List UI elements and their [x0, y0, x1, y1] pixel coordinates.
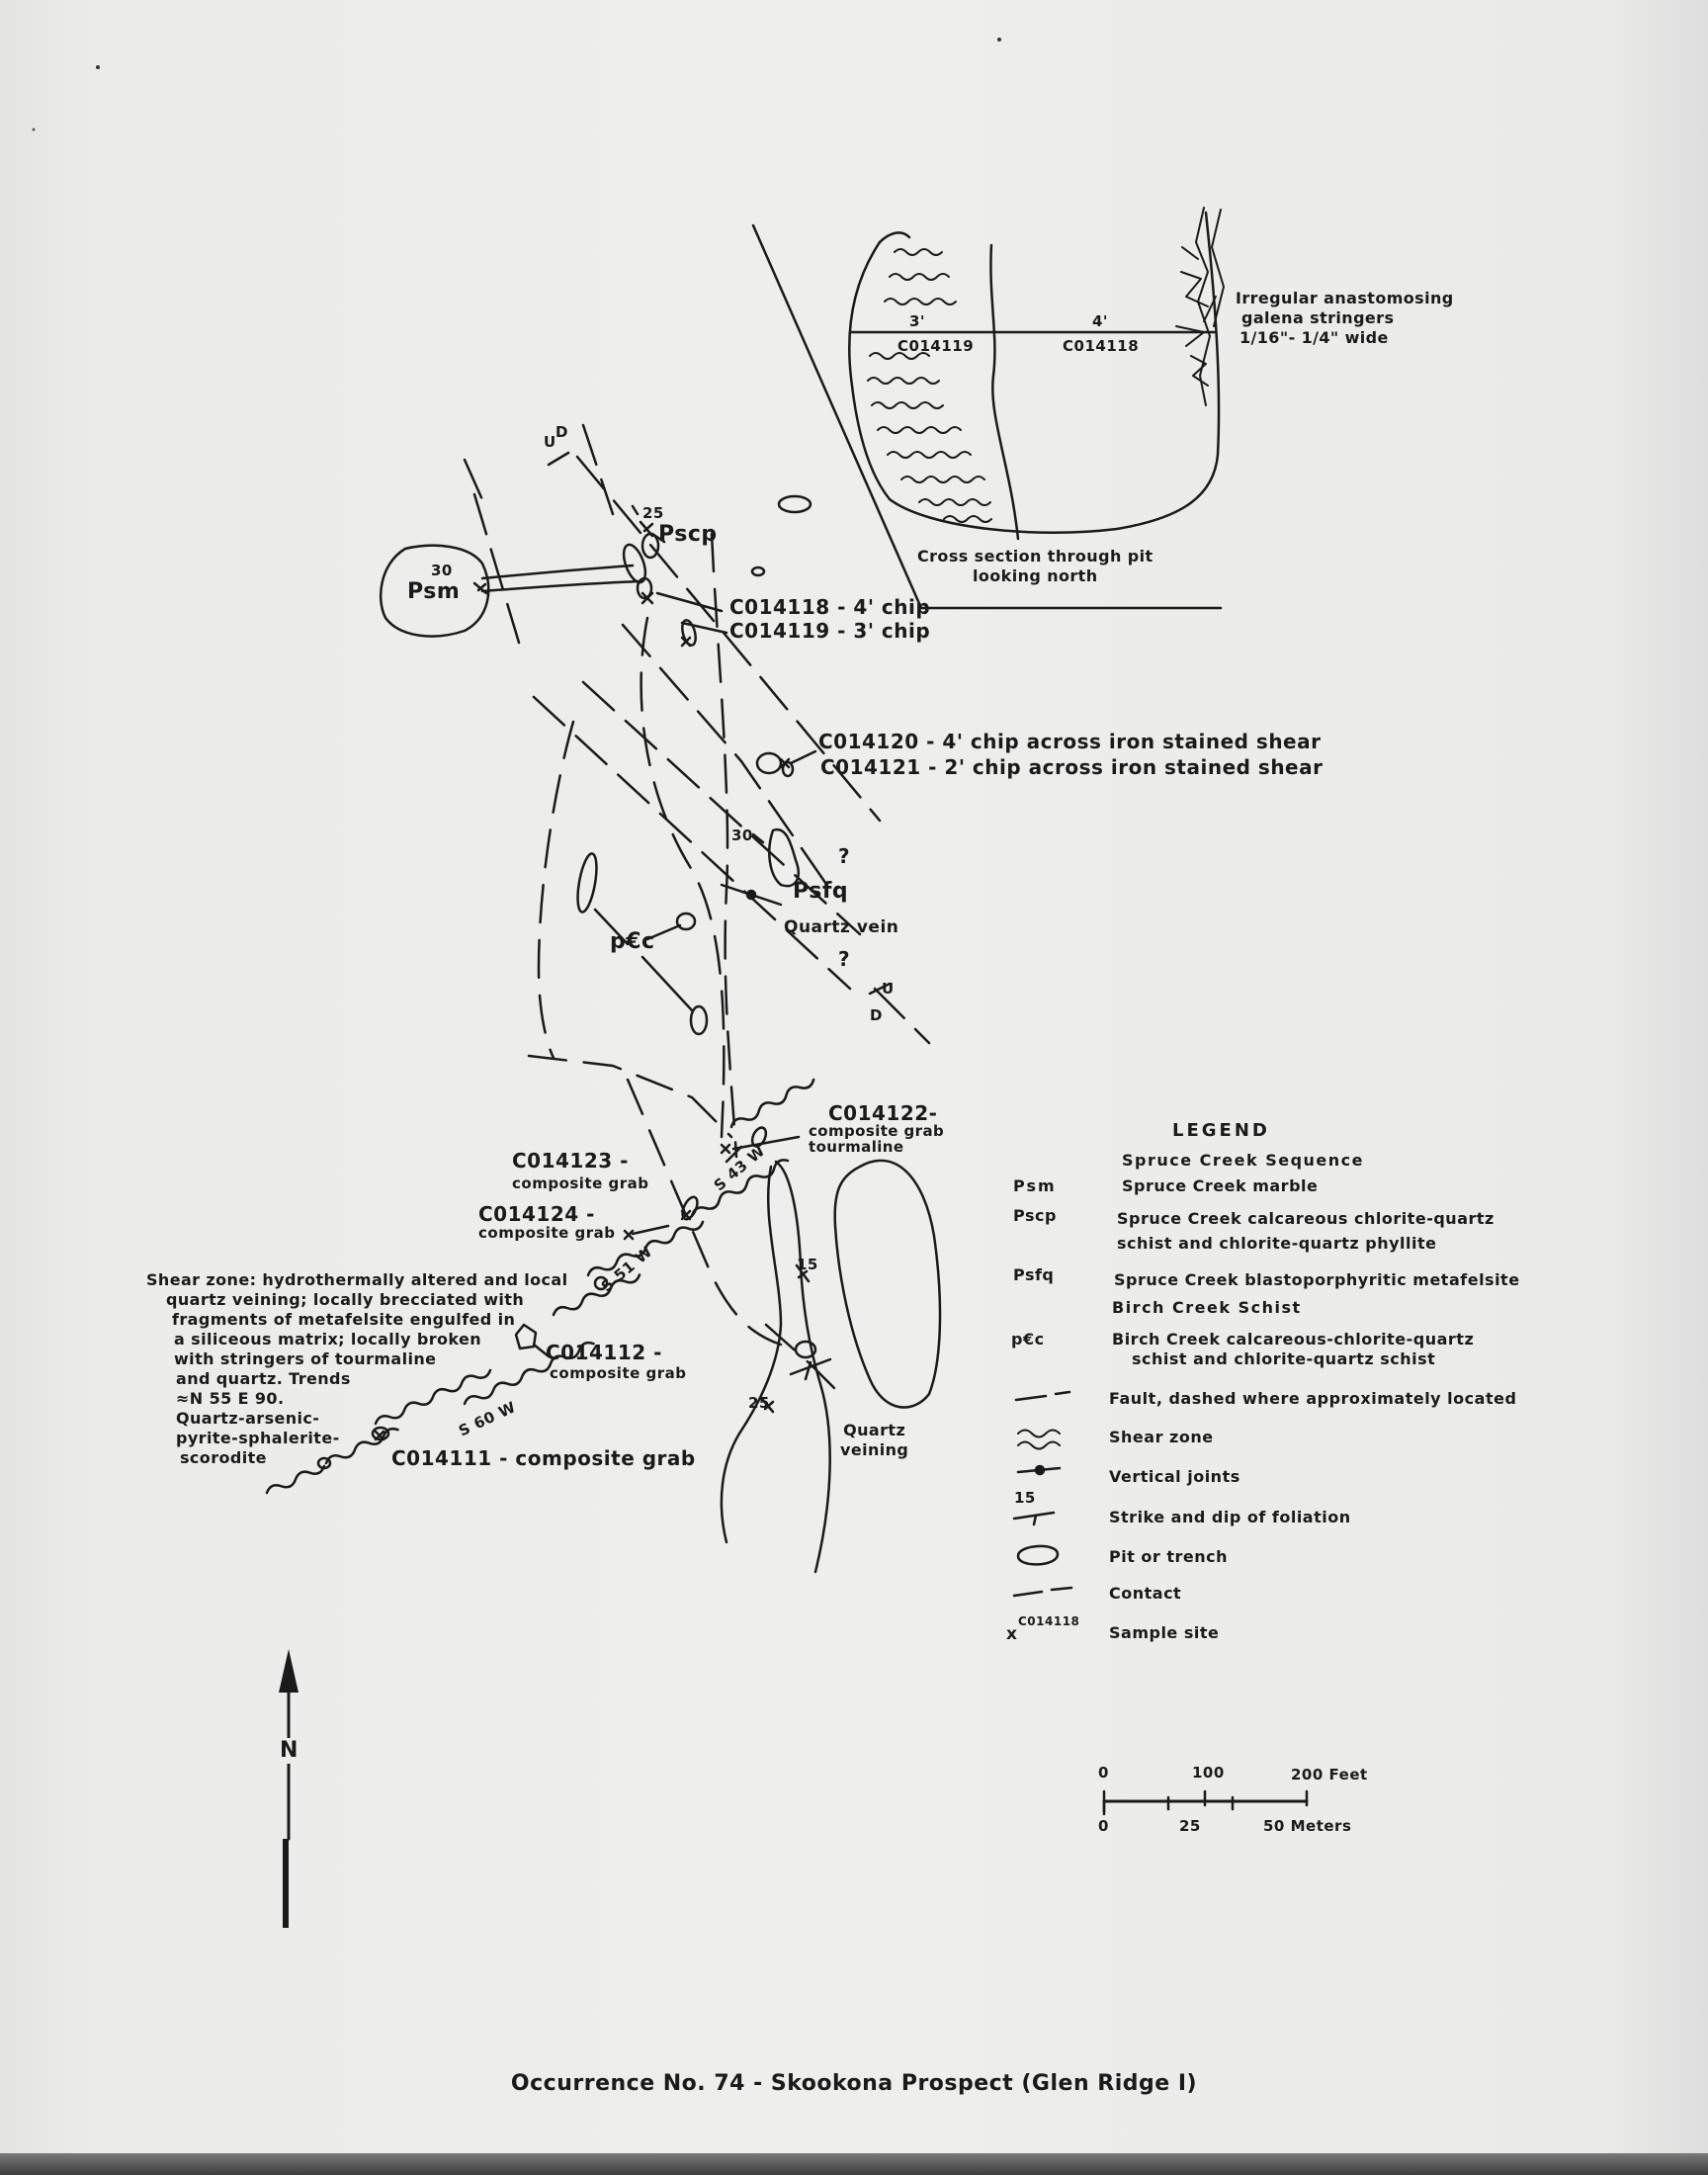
legend-strike-symbol: [1014, 1513, 1054, 1524]
leader-c14120: [791, 751, 815, 763]
legend-strike-num: 15: [1014, 1489, 1036, 1507]
legend-sample-x: x: [1006, 1624, 1018, 1644]
legend-joint-dot: [1036, 1466, 1044, 1474]
label-s51w: S 51 W: [597, 1242, 656, 1296]
legend-fault-symbol: [1016, 1392, 1069, 1400]
pit-c14120: [757, 753, 781, 773]
legend-pit-symbol: [1018, 1546, 1058, 1564]
pit-rim-left: [880, 232, 909, 242]
label-pec: p€c: [610, 929, 655, 954]
leader-pscp-25: [633, 506, 638, 514]
legend-group-birch: Birch Creek Schist: [1112, 1298, 1302, 1317]
label-dip-30-psm: 30: [431, 562, 453, 579]
legend-pit: Pit or trench: [1109, 1547, 1229, 1566]
pec-pit-2: [677, 914, 695, 929]
legend-sym-psm: Psm: [1013, 1176, 1057, 1195]
legend-strike: Strike and dip of foliation: [1109, 1508, 1351, 1526]
scale-m-50: 50 Meters: [1263, 1817, 1352, 1835]
sample-desc-c14122: composite grab tourmaline: [809, 1122, 945, 1156]
legend-sample-sym: C014118: [1018, 1614, 1080, 1628]
legend-sample: Sample site: [1109, 1623, 1220, 1642]
scale-m-25: 25: [1179, 1817, 1201, 1835]
inset-dim-left: 3': [909, 312, 926, 330]
pit-isolated-2: [752, 567, 764, 575]
sample-desc-c14112: composite grab: [550, 1364, 687, 1382]
sample-label-c14123: C014123 -: [512, 1149, 629, 1173]
contact-east-west: [776, 1162, 830, 1572]
legend-joints: Vertical joints: [1109, 1467, 1240, 1486]
inset-sample-left: C014119: [897, 337, 975, 355]
fault-tick-top: [549, 453, 568, 465]
contacts: [529, 534, 840, 1394]
label-d-bot: D: [870, 1006, 883, 1024]
map-caption: Occurrence No. 74 - Skookona Prospect (Glen Ridge I): [510, 2071, 1198, 2096]
scale-m-0: 0: [1098, 1817, 1109, 1835]
psfq-pit: [769, 829, 798, 886]
sample-label-c14124: C014124 -: [478, 1202, 595, 1226]
label-u-bot: U: [882, 980, 895, 998]
shear-zone-note: Shear zone: hydrothermally altered and local quartz veining; locally brecciated with fragments of metafelsite engulfed in a siliceous matrix; locally broken with stringers of tourmaline and quartz. Trends ≈N 55 E 90. Quartz-arsenic- pyrite-sphalerite- scorodite: [146, 1270, 568, 1467]
label-dip-25-bot: 25: [748, 1394, 770, 1412]
scale-ft-200: 200 Feet: [1291, 1766, 1368, 1784]
label-pscp: Pscp: [658, 522, 718, 547]
sample-x-14124: [625, 1231, 633, 1239]
schist-wavy-fill: [868, 249, 991, 522]
sample-desc-c14124: composite grab: [478, 1224, 616, 1242]
contact-west: [722, 1167, 781, 1542]
label-dip-25-top: 25: [642, 504, 664, 522]
legend-fault: Fault, dashed where approximately located: [1109, 1389, 1517, 1408]
sample-label-c14120: C014120 - 4' chip across iron stained shear: [818, 730, 1322, 753]
legend-sym-psfq: Psfq: [1013, 1265, 1055, 1284]
legend-desc-pec: Birch Creek calcareous-chlorite-quartz schist and chlorite-quartz schist: [1112, 1330, 1475, 1368]
inset-stringers-note: Irregular anastomosing galena stringers 1/16"- 1/4" wide: [1236, 289, 1454, 347]
inset-caption: Cross section through pit looking north: [917, 547, 1153, 585]
pit-outline: [849, 213, 1219, 533]
legend-desc-pscp: Spruce Creek calcareous chlorite-quartz schist and chlorite-quartz phyllite: [1117, 1209, 1494, 1253]
legend-desc-psfq: Spruce Creek blastoporphyritic metafelsite: [1114, 1270, 1520, 1289]
scale-ft-0: 0: [1098, 1764, 1109, 1782]
sample-label-c14121: C014121 - 2' chip across iron stained shear: [820, 755, 1324, 779]
sample-x-14122: [722, 1145, 729, 1153]
sample-label-c14119: C014119 - 3' chip: [729, 619, 931, 643]
scan-bottom-edge: [0, 2153, 1708, 2175]
leader-c14119: [682, 623, 726, 633]
inset-dim-right: 4': [1092, 312, 1109, 330]
label-q2: ?: [838, 947, 851, 971]
north-label: N: [280, 1738, 299, 1763]
legend-sym-pscp: Pscp: [1013, 1206, 1057, 1225]
sample-label-c14112: C014112 -: [546, 1341, 662, 1364]
label-s60w: S 60 W: [456, 1398, 519, 1440]
inset-frame-diagonal: [753, 225, 921, 608]
legend-contact: Contact: [1109, 1584, 1182, 1603]
label-quartz-veining: Quartz veining: [840, 1421, 909, 1459]
legend-shear: Shear zone: [1109, 1428, 1214, 1446]
sample-desc-c14123: composite grab: [512, 1174, 649, 1192]
pit-isolated-1: [779, 496, 811, 512]
label-dip-30-psfq: 30: [731, 826, 753, 844]
label-quartz-vein: Quartz vein: [784, 917, 899, 937]
legend-contact-symbol: [1014, 1588, 1071, 1596]
scale-bar: [1104, 1791, 1307, 1814]
sample-label-c14118: C014118 - 4' chip: [729, 595, 931, 619]
joint-dot: [747, 891, 755, 899]
pec-leader-3: [642, 957, 692, 1010]
legend-desc-psm: Spruce Creek marble: [1122, 1176, 1319, 1195]
legend-group-spruce: Spruce Creek Sequence: [1122, 1151, 1365, 1170]
inset-sample-right: C014118: [1063, 337, 1140, 355]
pec-pit-1: [574, 852, 600, 914]
label-d-top: D: [555, 423, 568, 441]
qv-tick: [806, 1362, 811, 1379]
psm-connector-bottom: [482, 581, 640, 591]
sample-label-c14122: C014122-: [828, 1101, 938, 1125]
label-psm: Psm: [407, 579, 461, 604]
north-arrow: [279, 1649, 299, 1928]
legend-title: LEGEND: [1172, 1120, 1270, 1141]
sample-label-c14111: C014111 - composite grab: [391, 1446, 696, 1470]
scale-ft-100: 100: [1192, 1764, 1225, 1782]
leader-c14118: [657, 593, 722, 611]
label-u-top: U: [544, 433, 556, 451]
galena-stringers: [1176, 208, 1224, 405]
pec-pit-3: [691, 1006, 707, 1034]
label-s43w: S 43 W: [710, 1141, 769, 1195]
psm-connector-top: [482, 566, 633, 578]
leader-c14123: [633, 1226, 668, 1234]
east-body: [835, 1161, 940, 1408]
label-dip-15: 15: [797, 1256, 818, 1273]
pit-contact-line: [990, 245, 1018, 539]
label-q1: ?: [838, 844, 851, 868]
label-psfq: Psfq: [793, 879, 849, 904]
strike-dip-25-top: [640, 522, 652, 536]
legend-shear-symbol: [1018, 1431, 1060, 1449]
legend-sym-pec: p€c: [1011, 1330, 1045, 1348]
strike-dip-30-psm: [474, 583, 486, 593]
